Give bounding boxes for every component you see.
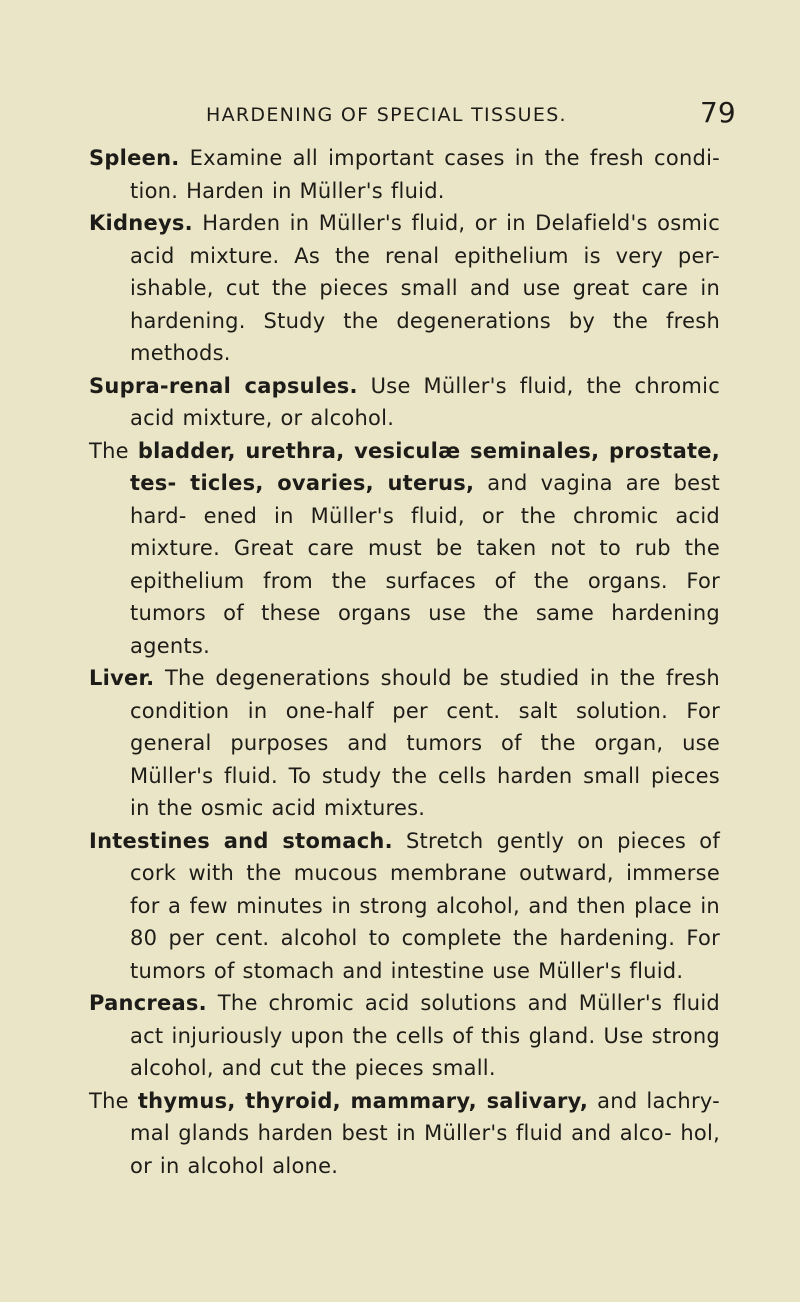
entry-glands (89, 1085, 721, 1183)
body-text (89, 142, 721, 1182)
running-head (0, 96, 800, 136)
entry-term: Kidneys. (89, 211, 193, 235)
entry-pancreas (89, 987, 720, 1085)
entry-bladder (89, 435, 721, 663)
entry-lead: The (89, 438, 138, 463)
entry-intestines-and-stomach (89, 825, 720, 988)
entry-term: Intestines and stomach. (89, 828, 393, 853)
entry-spleen (89, 142, 720, 207)
entry-term: Spleen. (89, 146, 180, 170)
entry-term: Pancreas. (89, 991, 207, 1015)
entry-text: The degenerations should be studied in the fresh condition in one-half per cent. salt solution. For general purposes and tumors of the organ, use Müller's fluid. To study the cells harden small pieces in the osmic acid mixtures. (130, 666, 720, 820)
entry-text: Harden in Müller's fluid, or in Delafield's osmic acid mixture. As the renal epithelium is very per- ishable, cut the pieces small and use great care in hardening. Study the degenerations by the fresh methods. (130, 211, 720, 365)
entry-term: Liver. (89, 666, 155, 690)
entry-text: Examine all important cases in the fresh condi- tion. Harden in Müller's fluid. (130, 146, 720, 203)
entry-term: Supra-renal capsules. (89, 373, 358, 398)
entry-text: Stretch gently on pieces of cork with the mucous membrane outward, immerse for a few minutes in strong alcohol, and then place in 80 per cent. alcohol to complete the hardening. For tumors of stomach and intestine use Müller's fluid. (130, 828, 720, 983)
entry-kidneys (89, 207, 720, 370)
entry-supra-renal-capsules (89, 370, 720, 435)
entry-term: bladder, urethra, vesiculæ seminales, prostate, tes- ticles, ovaries, uterus, (130, 438, 720, 495)
entry-lead: The (89, 1088, 138, 1113)
entry-term: thymus, thyroid, mammary, salivary, (137, 1088, 589, 1113)
entry-text: Use Müller's fluid, the chromic acid mixture, or alcohol. (130, 373, 720, 430)
page-number: 79 (700, 96, 736, 129)
running-title: HARDENING OF SPECIAL TISSUES. (206, 104, 567, 126)
entry-liver (89, 662, 720, 825)
entry-text: The chromic acid solutions and Müller's fluid act injuriously upon the cells of this gland. Use strong alcohol, and cut the pieces small. (130, 991, 720, 1080)
entry-text: and vagina are best hard- ened in Müller's fluid, or the chromic acid mixture. Great care must be taken not to rub the epithelium from the surfaces of the organs. For tumors of these organs use the same hardening agents. (130, 471, 721, 658)
entry-text: and lachry- mal glands harden best in Müller's fluid and alco- hol, or in alcohol alone. (130, 1088, 721, 1178)
